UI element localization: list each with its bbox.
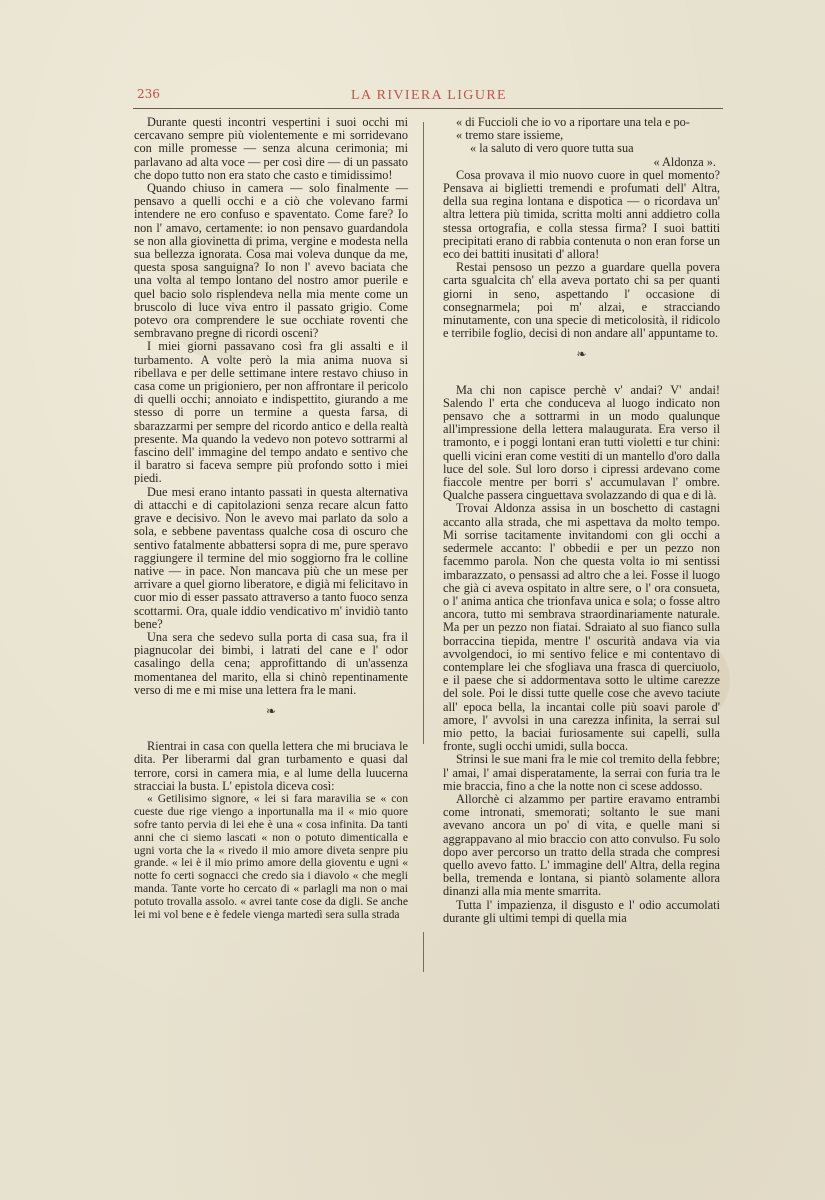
paragraph: Una sera che sedevo sulla porta di casa sua, fra il piagnucolar dei bimbi, i latrati del cane e l' odor casalingo della cena; approfittando di un'assenza momentanea del marito, ella si chinò repentinamente verso di me e mi mise una lettera fra le mani. [134,629,408,697]
paragraph: Allorchè ci alzammo per partire eravamo entrambi come intronati, smemorati; soltanto le sue mani avevano ancora un po' di vita, e quelle mani si aggrappavano al mio braccio con atto convulso. Fu solo dopo aver percorso un tratto della strada che compresi quello avevo fatto. L' immagine dell' Altra, della regina bella, tremenda e lontana, si piantò solamente allora dinanzi alla mia mente smarrita. [443,791,720,899]
letter-signature: « Aldonza ». [653,154,716,169]
column-divider [423,932,424,972]
header-rule [133,108,723,109]
paragraph: Cosa provava il mio nuovo cuore in quel momento? Pensava ai biglietti tremendi e profumati dell' Altra, della sua regina lontana e dispotica — o ricordava un' altra lettera più timida, scritta molti anni addietro colla stessa ortografia, e colla stessa firma? I suoi battiti precipitati erano di rabbia contenuta o non eran forse un eco dei battiti inusitati d' allora! [443,167,720,262]
paragraph: Trovai Aldonza assisa in un boschetto di castagni accanto alla strada, che mi aspettava da molto tempo. Mi sorrise tacitamente invitandomi con gli occhi a sedermele accanto: l' obbedii e per un pezzo non facemmo parola. Non che questa volta io mi sentissi imbarazzato, o pensassi ad altro che a lei. Fosse il luogo che già ci aveva ospitato in altre sere, o l' ora consueta, o l' anima antica che trionfava unica e sola; o fosse altro ancora, tutto mi sembrava straordinariamente naturale. Ma per un pezzo non fiatai. Sdraiato al suo fianco sulla borraccina tiepida, mentre l' oscurità andava via via avvolgendoci, io mi sentivo felice e mi contentavo di contemplare lei che sfogliava una frasca di querciuolo, e il paese che si addormentava sotto le ultime carezze del sole. Poi le dissi tutte quelle cose che avevo taciute all' epoca bella, la incantai colle più soavi parole d' amore, l' avvolsi in una carezza infinita, la serrai sul mio petto, la baciai furiosamente sui capelli, sulla fronte, sugli occhi umidi, sulla bocca. [443,501,720,754]
letter-continuation: « la saluto di vero quore tutta sua [470,141,634,156]
right-column [443,116,720,925]
letter-continuation: « di Fuccioli che io vo a riportare una tela e po- [456,115,690,129]
letter-text: « Getilisimo signore, « lei si fara maravilia se « con cueste due rige viengo a inportunalla ma il « mio quore sofre tanto pervia di lei ehe è una « cosa infinita. Da tanti anni che ci siemo lascati « non o potuto dimenticalla e ugni vorta che la « rivedo il mio amore diveta senpre piu grande. « lei è il mio primo amore della gioventu e ugni « notte fo certi sognacci che credo sia i diavolo « che megli manda. Tante vorte ho cercato di « parlagli ma non o mai potuto trovalla assolo. « avrei tante cose da digli. Se anche lei mi vol bene e è fedele vienga martedì sera sulla strada [134,791,408,922]
left-column [134,116,408,922]
page-number: 236 [137,87,160,101]
column-divider [423,122,424,744]
paragraph: Ma chi non capisce perchè v' andai? V' andai! Salendo l' erta che conduceva al luogo indicato non pensavo che a sottrarmi in un modo qualunque all'impressione della lettera malaugurata. Era verso il tramonto, e i poggi lontani eran tutti violetti e tur chini: quelli vicini eran come vestiti di un mantello d'oro dalla luce del sole. Sul loro dorso i cipressi ardevano come fiaccole mentre per borri s' accumulavan l' ombre. Qualche passera cinguettava svolazzando di qua e di là. [443,382,720,503]
paragraph: Tutta l' impazienza, il disgusto e l' odio accumolati durante gli ultimi tempi di quella mia [443,897,720,925]
paragraph: Restai pensoso un pezzo a guardare quella povera carta sgualcita ch' ella aveva portato chi sa per quanti giorni in seno, aspettando l' occasione di consegnarmela; poi m' alzai, e stracciando minutamente, con una specie di meticolosità, il ridicolo e terribile foglio, decisi di non andare all' appuntame to. [443,260,720,341]
fleuron-ornament: ❧ [265,703,277,718]
paragraph: Due mesi erano intanto passati in questa alternativa di attacchi e di capitolazioni senza recare alcun fatto grave e decisivo. Non le avevo mai parlato da solo a sola, e sebbene paventass qualche cosa di oscuro che sentivo fatalmente abbattersi sopra di me, pure speravo raggiungere il termine del mio soggiorno fra le colline native — in pace. Non mancava più che un mese per arrivare a quel giorno liberatore, e digià mi felicitavo in cuor mio di esser passato attraverso a tanto fuoco senza scottarmi. Ora, quale iddio vendicativo m' invidiò tanto bene? [134,484,408,631]
paragraph: Strinsi le sue mani fra le mie col tremito della febbre; l' amai, l' amai disperatamente, la serrai con furia tra le mie braccia, fino a che la notte non ci scese addosso. [443,752,720,793]
fleuron-ornament: ❧ [576,347,587,362]
paragraph: Durante questi incontri vespertini i suoi occhi mi cercavano sempre più violentemente e mi sorridevano con mille promesse — senza alcuna cerimonia; mi parlavano ad alta voce — per così dire — di un passato che dopo tutto non era stato che casto e timidissimo! [134,115,408,182]
letter-continuation: « tremo stare issieme, [456,128,564,143]
page-header [133,86,723,110]
running-title: LA RIVIERA LIGURE [351,88,508,103]
paragraph: Rientrai in casa con quella lettera che mi bruciava le dita. Per liberarmi dal gran turbamento e quasi dal terrore, corsi in camera mia, e al lume della luucerna stracciai la busta. L' epistola diceva così: [134,739,408,793]
paragraph: I miei giorni passavano così fra gli assalti e il turbamento. A volte però la mia anima nuova si ribellava e per delle settimane intere restavo chiuso in casa come un prigioniero, per non affrontare il pericolo di quelli occhi; annoiato e indispettito, giurando a me stesso di porre un termine a questa farsa, di sbarazzarmi per sempre del ricordo antico e della realtà presente. Ma quando la vedevo non potevo sottrarmi al fascino dell' immagine del tempo andato e sentivo che il baratro si faceva sempre più profondo sotto i miei piedi. [134,339,408,486]
paragraph: Quando chiuso in camera — solo finalmente — pensavo a quelli occhi e a ciò che volevano farmi intendere ne ero confuso e spaventato. Come fare? Io non l' amavo, certamente: io non pensavo guardandola se non alla giovinetta di prima, vergine e modesta nella sua bellezza ignorata. Cosa mai voleva dunque da me, questa sposa sanguigna? Io non l' avevo baciata che una volta al tempo lontano del nostro amor puerile e quel bacio solo risplendeva nella mia mente come un bruscolo di luce viva entro il passato grigio. Come potevo ora comprendere le sue occhiate roventi che sembravano pregne di ricordi osceni? [134,181,408,341]
